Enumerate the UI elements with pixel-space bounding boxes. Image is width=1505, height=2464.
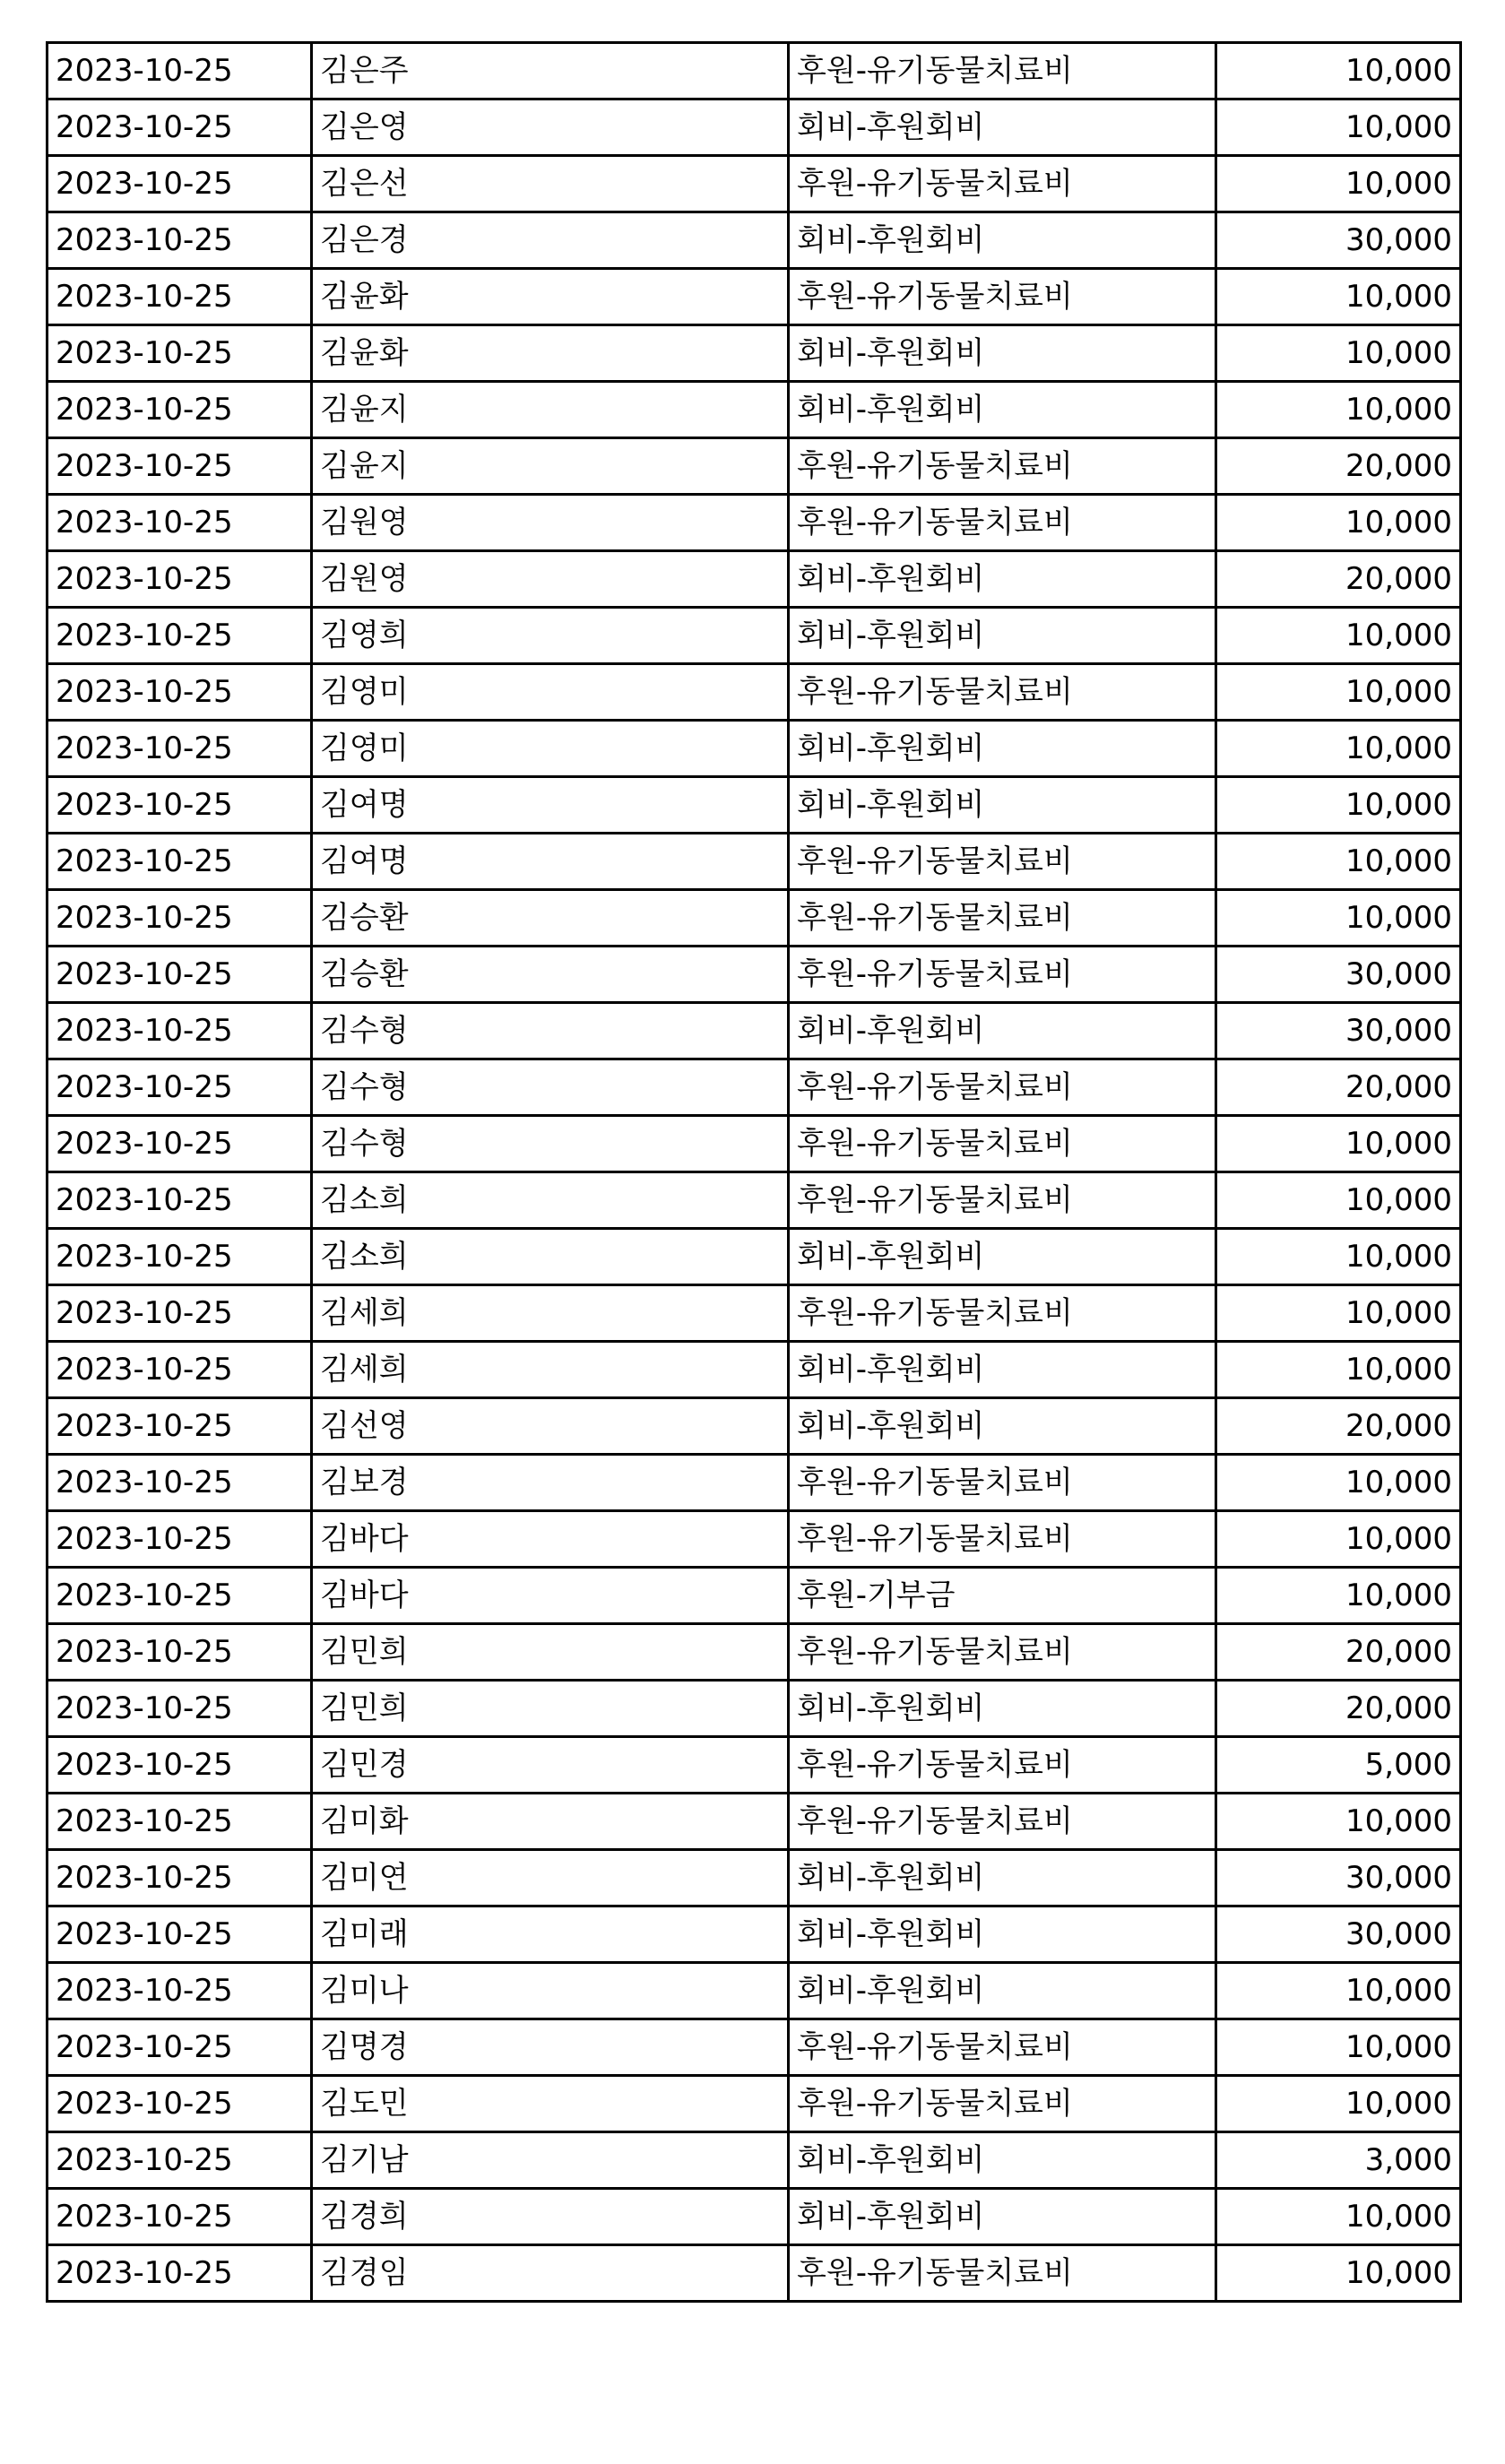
category-cell: 회비-후원회비 (789, 777, 1216, 834)
amount-cell: 10,000 (1216, 269, 1461, 325)
table-row (48, 2076, 1461, 2132)
category-cell: 회비-후원회비 (789, 99, 1216, 156)
amount-cell: 10,000 (1216, 1229, 1461, 1285)
category-cell: 후원-유기동물치료비 (789, 890, 1216, 947)
name-cell: 김윤지 (312, 382, 789, 438)
category-cell: 후원-유기동물치료비 (789, 156, 1216, 212)
table-row (48, 1398, 1461, 1455)
table-row (48, 2189, 1461, 2245)
name-cell: 김도민 (312, 2076, 789, 2132)
date-cell: 2023-10-25 (48, 1172, 312, 1229)
table-row (48, 1285, 1461, 1342)
amount-cell: 10,000 (1216, 1285, 1461, 1342)
name-cell: 김은영 (312, 99, 789, 156)
date-cell: 2023-10-25 (48, 1850, 312, 1906)
date-cell: 2023-10-25 (48, 325, 312, 382)
category-cell: 후원-유기동물치료비 (789, 2076, 1216, 2132)
date-cell: 2023-10-25 (48, 1285, 312, 1342)
table-row (48, 1624, 1461, 1681)
table-row (48, 1342, 1461, 1398)
amount-cell: 10,000 (1216, 325, 1461, 382)
name-cell: 김선영 (312, 1398, 789, 1455)
name-cell: 김소희 (312, 1172, 789, 1229)
category-cell: 회비-후원회비 (789, 382, 1216, 438)
table-row (48, 664, 1461, 721)
amount-cell: 10,000 (1216, 99, 1461, 156)
date-cell: 2023-10-25 (48, 551, 312, 608)
category-cell: 회비-후원회비 (789, 325, 1216, 382)
date-cell: 2023-10-25 (48, 1003, 312, 1059)
category-cell: 후원-유기동물치료비 (789, 1794, 1216, 1850)
name-cell: 김미화 (312, 1794, 789, 1850)
table-row (48, 1794, 1461, 1850)
name-cell: 김은선 (312, 156, 789, 212)
name-cell: 김세희 (312, 1285, 789, 1342)
category-cell: 후원-유기동물치료비 (789, 1285, 1216, 1342)
table-row (48, 608, 1461, 664)
name-cell: 김원영 (312, 551, 789, 608)
name-cell: 김기남 (312, 2132, 789, 2189)
date-cell: 2023-10-25 (48, 495, 312, 551)
category-cell: 회비-후원회비 (789, 1398, 1216, 1455)
category-cell: 회비-후원회비 (789, 2132, 1216, 2189)
name-cell: 김영미 (312, 664, 789, 721)
table-row (48, 834, 1461, 890)
category-cell: 후원-유기동물치료비 (789, 1455, 1216, 1511)
category-cell: 후원-유기동물치료비 (789, 1116, 1216, 1172)
category-cell: 회비-후원회비 (789, 1229, 1216, 1285)
name-cell: 김승환 (312, 947, 789, 1003)
name-cell: 김세희 (312, 1342, 789, 1398)
category-cell: 후원-유기동물치료비 (789, 2019, 1216, 2076)
name-cell: 김원영 (312, 495, 789, 551)
name-cell: 김명경 (312, 2019, 789, 2076)
category-cell: 회비-후원회비 (789, 721, 1216, 777)
category-cell: 후원-유기동물치료비 (789, 1511, 1216, 1568)
amount-cell: 3,000 (1216, 2132, 1461, 2189)
amount-cell: 10,000 (1216, 1568, 1461, 1624)
category-cell: 회비-후원회비 (789, 551, 1216, 608)
amount-cell: 10,000 (1216, 382, 1461, 438)
amount-cell: 10,000 (1216, 2189, 1461, 2245)
date-cell: 2023-10-25 (48, 43, 312, 99)
amount-cell: 10,000 (1216, 43, 1461, 99)
table-row (48, 212, 1461, 269)
category-cell: 회비-후원회비 (789, 1342, 1216, 1398)
category-cell: 회비-후원회비 (789, 2189, 1216, 2245)
name-cell: 김민희 (312, 1681, 789, 1737)
name-cell: 김미래 (312, 1906, 789, 1963)
amount-cell: 10,000 (1216, 834, 1461, 890)
name-cell: 김바다 (312, 1511, 789, 1568)
name-cell: 김여명 (312, 834, 789, 890)
table-row (48, 1906, 1461, 1963)
date-cell: 2023-10-25 (48, 1342, 312, 1398)
category-cell: 회비-후원회비 (789, 212, 1216, 269)
amount-cell: 20,000 (1216, 551, 1461, 608)
category-cell: 후원-유기동물치료비 (789, 1172, 1216, 1229)
date-cell: 2023-10-25 (48, 1906, 312, 1963)
amount-cell: 20,000 (1216, 1681, 1461, 1737)
amount-cell: 30,000 (1216, 1906, 1461, 1963)
amount-cell: 30,000 (1216, 1850, 1461, 1906)
amount-cell: 10,000 (1216, 664, 1461, 721)
amount-cell: 10,000 (1216, 1794, 1461, 1850)
table-row (48, 777, 1461, 834)
category-cell: 후원-유기동물치료비 (789, 664, 1216, 721)
category-cell: 회비-후원회비 (789, 1906, 1216, 1963)
category-cell: 회비-후원회비 (789, 1681, 1216, 1737)
name-cell: 김경희 (312, 2189, 789, 2245)
table-row (48, 1003, 1461, 1059)
name-cell: 김소희 (312, 1229, 789, 1285)
name-cell: 김미나 (312, 1963, 789, 2019)
table-row (48, 495, 1461, 551)
name-cell: 김수형 (312, 1003, 789, 1059)
amount-cell: 10,000 (1216, 777, 1461, 834)
date-cell: 2023-10-25 (48, 2189, 312, 2245)
amount-cell: 10,000 (1216, 721, 1461, 777)
category-cell: 후원-유기동물치료비 (789, 495, 1216, 551)
date-cell: 2023-10-25 (48, 269, 312, 325)
name-cell: 김윤화 (312, 325, 789, 382)
amount-cell: 10,000 (1216, 2245, 1461, 2302)
amount-cell: 20,000 (1216, 1059, 1461, 1116)
date-cell: 2023-10-25 (48, 438, 312, 495)
name-cell: 김보경 (312, 1455, 789, 1511)
category-cell: 후원-유기동물치료비 (789, 43, 1216, 99)
amount-cell: 10,000 (1216, 1963, 1461, 2019)
table-row (48, 1116, 1461, 1172)
table-row (48, 325, 1461, 382)
table-row (48, 1568, 1461, 1624)
date-cell: 2023-10-25 (48, 608, 312, 664)
date-cell: 2023-10-25 (48, 664, 312, 721)
date-cell: 2023-10-25 (48, 2076, 312, 2132)
table-row (48, 1059, 1461, 1116)
table-row (48, 1172, 1461, 1229)
amount-cell: 20,000 (1216, 1398, 1461, 1455)
table-row (48, 99, 1461, 156)
table-row (48, 1963, 1461, 2019)
table-row (48, 156, 1461, 212)
amount-cell: 10,000 (1216, 156, 1461, 212)
table-row (48, 1681, 1461, 1737)
category-cell: 후원-기부금 (789, 1568, 1216, 1624)
category-cell: 후원-유기동물치료비 (789, 1059, 1216, 1116)
name-cell: 김경임 (312, 2245, 789, 2302)
table-row (48, 438, 1461, 495)
amount-cell: 30,000 (1216, 212, 1461, 269)
date-cell: 2023-10-25 (48, 1624, 312, 1681)
date-cell: 2023-10-25 (48, 1681, 312, 1737)
date-cell: 2023-10-25 (48, 1511, 312, 1568)
amount-cell: 20,000 (1216, 438, 1461, 495)
amount-cell: 10,000 (1216, 495, 1461, 551)
category-cell: 후원-유기동물치료비 (789, 438, 1216, 495)
date-cell: 2023-10-25 (48, 1229, 312, 1285)
name-cell: 김은주 (312, 43, 789, 99)
table-row (48, 382, 1461, 438)
table-row (48, 947, 1461, 1003)
date-cell: 2023-10-25 (48, 212, 312, 269)
amount-cell: 5,000 (1216, 1737, 1461, 1794)
category-cell: 후원-유기동물치료비 (789, 269, 1216, 325)
amount-cell: 30,000 (1216, 1003, 1461, 1059)
name-cell: 김여명 (312, 777, 789, 834)
name-cell: 김윤화 (312, 269, 789, 325)
table-row (48, 2019, 1461, 2076)
category-cell: 후원-유기동물치료비 (789, 834, 1216, 890)
date-cell: 2023-10-25 (48, 1116, 312, 1172)
table-row (48, 890, 1461, 947)
table-row (48, 1229, 1461, 1285)
category-cell: 회비-후원회비 (789, 1963, 1216, 2019)
name-cell: 김미연 (312, 1850, 789, 1906)
amount-cell: 10,000 (1216, 1172, 1461, 1229)
date-cell: 2023-10-25 (48, 2019, 312, 2076)
table-row (48, 721, 1461, 777)
date-cell: 2023-10-25 (48, 382, 312, 438)
donation-ledger-table (46, 41, 1462, 2303)
amount-cell: 20,000 (1216, 1624, 1461, 1681)
ledger-body (48, 43, 1461, 2302)
date-cell: 2023-10-25 (48, 834, 312, 890)
category-cell: 후원-유기동물치료비 (789, 2245, 1216, 2302)
date-cell: 2023-10-25 (48, 1737, 312, 1794)
amount-cell: 10,000 (1216, 2019, 1461, 2076)
date-cell: 2023-10-25 (48, 1059, 312, 1116)
date-cell: 2023-10-25 (48, 99, 312, 156)
date-cell: 2023-10-25 (48, 1963, 312, 2019)
date-cell: 2023-10-25 (48, 1455, 312, 1511)
amount-cell: 10,000 (1216, 1342, 1461, 1398)
date-cell: 2023-10-25 (48, 777, 312, 834)
name-cell: 김영희 (312, 608, 789, 664)
table-row (48, 1850, 1461, 1906)
date-cell: 2023-10-25 (48, 1794, 312, 1850)
category-cell: 회비-후원회비 (789, 608, 1216, 664)
name-cell: 김영미 (312, 721, 789, 777)
amount-cell: 10,000 (1216, 1511, 1461, 1568)
date-cell: 2023-10-25 (48, 1568, 312, 1624)
category-cell: 후원-유기동물치료비 (789, 947, 1216, 1003)
table-row (48, 1511, 1461, 1568)
name-cell: 김윤지 (312, 438, 789, 495)
date-cell: 2023-10-25 (48, 156, 312, 212)
table-row (48, 2132, 1461, 2189)
table-row (48, 551, 1461, 608)
date-cell: 2023-10-25 (48, 947, 312, 1003)
name-cell: 김바다 (312, 1568, 789, 1624)
category-cell: 후원-유기동물치료비 (789, 1737, 1216, 1794)
amount-cell: 10,000 (1216, 608, 1461, 664)
category-cell: 후원-유기동물치료비 (789, 1624, 1216, 1681)
table-row (48, 269, 1461, 325)
table-row (48, 2245, 1461, 2302)
table-row (48, 43, 1461, 99)
name-cell: 김민경 (312, 1737, 789, 1794)
amount-cell: 10,000 (1216, 890, 1461, 947)
date-cell: 2023-10-25 (48, 1398, 312, 1455)
amount-cell: 30,000 (1216, 947, 1461, 1003)
amount-cell: 10,000 (1216, 1116, 1461, 1172)
name-cell: 김승환 (312, 890, 789, 947)
name-cell: 김은경 (312, 212, 789, 269)
date-cell: 2023-10-25 (48, 2245, 312, 2302)
date-cell: 2023-10-25 (48, 2132, 312, 2189)
amount-cell: 10,000 (1216, 2076, 1461, 2132)
table-row (48, 1737, 1461, 1794)
date-cell: 2023-10-25 (48, 721, 312, 777)
category-cell: 회비-후원회비 (789, 1003, 1216, 1059)
date-cell: 2023-10-25 (48, 890, 312, 947)
table-row (48, 1455, 1461, 1511)
name-cell: 김수형 (312, 1116, 789, 1172)
name-cell: 김민희 (312, 1624, 789, 1681)
name-cell: 김수형 (312, 1059, 789, 1116)
amount-cell: 10,000 (1216, 1455, 1461, 1511)
category-cell: 회비-후원회비 (789, 1850, 1216, 1906)
